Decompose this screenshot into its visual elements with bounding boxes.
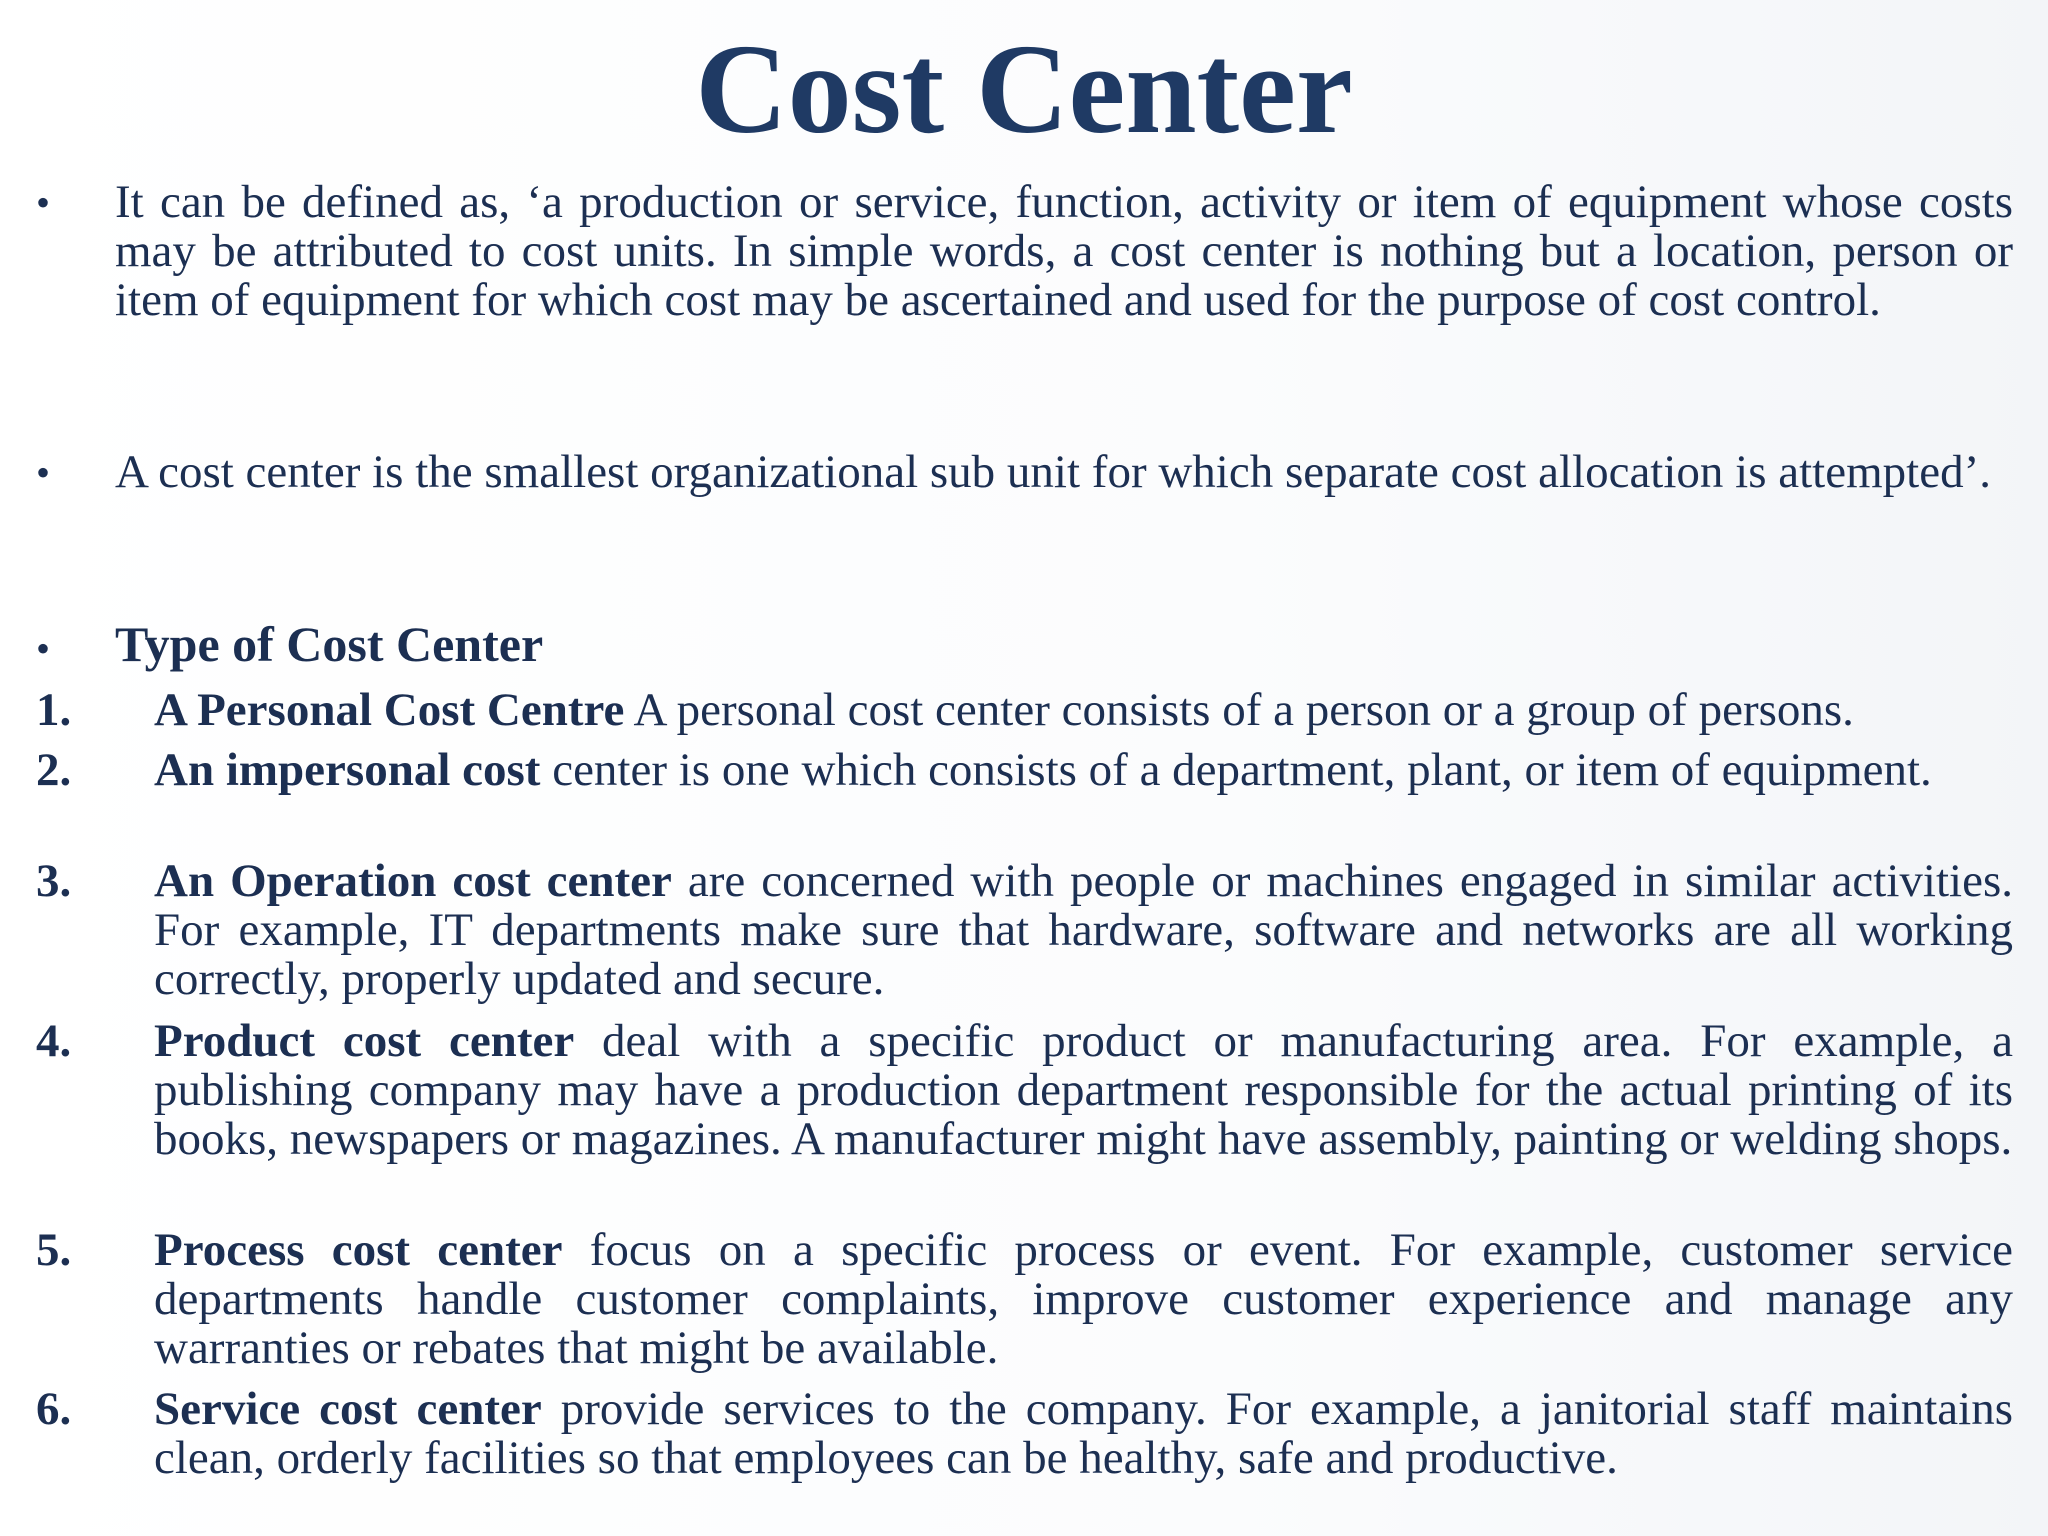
slide-title: Cost Center xyxy=(695,18,1353,160)
list-item-description: provide services to the company. For example, a janitorial staff maintains clean, orderly facilities so that employees can be healthy, safe and productive. xyxy=(154,1383,2013,1484)
list-number: 5. xyxy=(36,1224,72,1276)
bullet-icon: • xyxy=(36,450,51,495)
list-item-description: A personal cost center consists of a person or a group of persons. xyxy=(624,684,1854,736)
bullet-icon: • xyxy=(36,180,51,225)
list-item-term: Process cost center xyxy=(154,1224,563,1276)
list-item-description: are concerned with people or machines engaged in similar activities. For example, IT departments make sure that hardware, software and networks are all working correctly, properly updated and secure. xyxy=(154,855,2013,1005)
list-number: 6. xyxy=(36,1383,72,1435)
list-item-term: An impersonal cost xyxy=(154,744,541,796)
list-number: 1. xyxy=(36,684,72,736)
list-number: 3. xyxy=(36,855,72,907)
list-item-term: A Personal Cost Centre xyxy=(154,684,625,736)
list-item-text xyxy=(154,746,2013,795)
list-item-text xyxy=(154,1226,2013,1373)
list-item-description: center is one which consists of a department, plant, or item of equipment. xyxy=(540,744,1932,796)
list-item-term: An Operation cost center xyxy=(154,855,672,907)
list-number: 4. xyxy=(36,1015,72,1067)
list-item-text xyxy=(154,1385,2013,1483)
list-item-text xyxy=(154,686,2013,735)
list-item-term: Product cost center xyxy=(154,1015,575,1067)
smallest-unit-paragraph: A cost center is the smallest organizational sub unit for which separate cost allocation is attempted’. xyxy=(115,446,1991,498)
list-item-text xyxy=(154,857,2013,1004)
list-item-description: deal with a specific product or manufacturing area. For example, a publishing company may have a production department responsible for the actual printing of its books, newspapers or magazines. A manufacturer might have assembly, painting or welding shops. xyxy=(154,1015,2013,1165)
definition-paragraph: It can be defined as, ‘a production or service, function, activity or item of equipment whose costs may be attributed to cost units. In simple words, a cost center is nothing but a location, person or item of equipment for which cost may be ascertained and used for the purpose of cost control. xyxy=(115,176,2013,326)
types-heading: Type of Cost Center xyxy=(115,616,544,672)
list-item-description: focus on a specific process or event. For example, customer service departments handle customer complaints, improve customer experience and manage any warranties or rebates that might be available. xyxy=(154,1224,2014,1374)
list-item-term: Service cost center xyxy=(154,1383,542,1435)
list-item-text xyxy=(154,1017,2013,1164)
list-number: 2. xyxy=(36,744,72,796)
bullet-icon: • xyxy=(36,626,51,671)
